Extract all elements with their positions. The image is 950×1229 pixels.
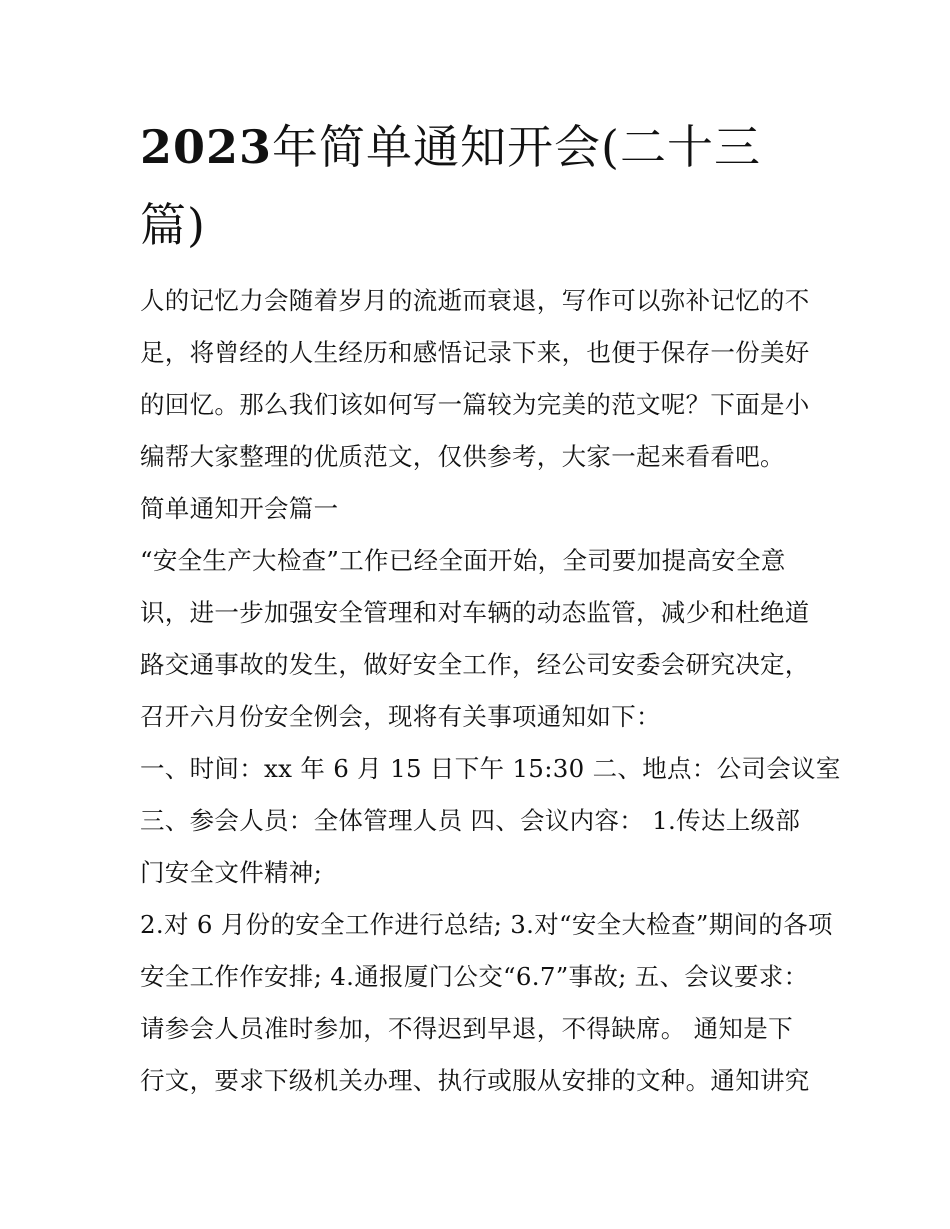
body-line: 的回忆。那么我们该如何写一篇较为完美的范文呢？下面是小 <box>140 390 810 419</box>
body-line: 行文，要求下级机关办理、执行或服从安排的文种。通知讲究 <box>140 1066 810 1095</box>
section-heading: 简单通知开会篇一 <box>140 494 339 523</box>
body-line: 路交通事故的发生，做好安全工作，经公司安委会研究决定， <box>140 650 810 679</box>
body-line: 足，将曾经的人生经历和感悟记录下来，也便于保存一份美好 <box>140 338 810 367</box>
body-line: 安全工作作安排; 4.通报厦门公交“6.7”事故; 五、会议要求： <box>140 962 809 991</box>
body-line: 2.对 6 月份的安全工作进行总结; 3.对“安全大检查”期间的各项 <box>140 910 833 939</box>
body-line: 识，进一步加强安全管理和对车辆的动态监管，减少和杜绝道 <box>140 598 810 627</box>
title-line2: 篇) <box>140 198 206 252</box>
body-line: 门安全文件精神; <box>140 858 323 887</box>
body-line: “安全生产大检查”工作已经全面开始，全司要加提高安全意 <box>140 546 786 575</box>
body-line: 请参会人员准时参加，不得迟到早退，不得缺席。 通知是下 <box>140 1014 793 1043</box>
body-line: 人的记忆力会随着岁月的流逝而衰退，写作可以弥补记忆的不 <box>140 286 810 315</box>
body-line: 召开六月份安全例会，现将有关事项通知如下： <box>140 702 661 731</box>
document-body <box>140 275 841 1107</box>
title-year: 2023 <box>140 120 273 174</box>
title-line1-rest: 年简单通知开会(二十三 <box>272 120 761 174</box>
body-line: 一、时间：xx 年 6 月 15 日下午 15:30 二、地点：公司会议室 <box>140 754 841 783</box>
body-line: 编帮大家整理的优质范文，仅供参考，大家一起来看看吧。 <box>140 442 785 471</box>
body-line: 三、参会人员：全体管理人员 四、会议内容： 1.传达上级部 <box>140 806 801 835</box>
document-title <box>140 108 830 264</box>
